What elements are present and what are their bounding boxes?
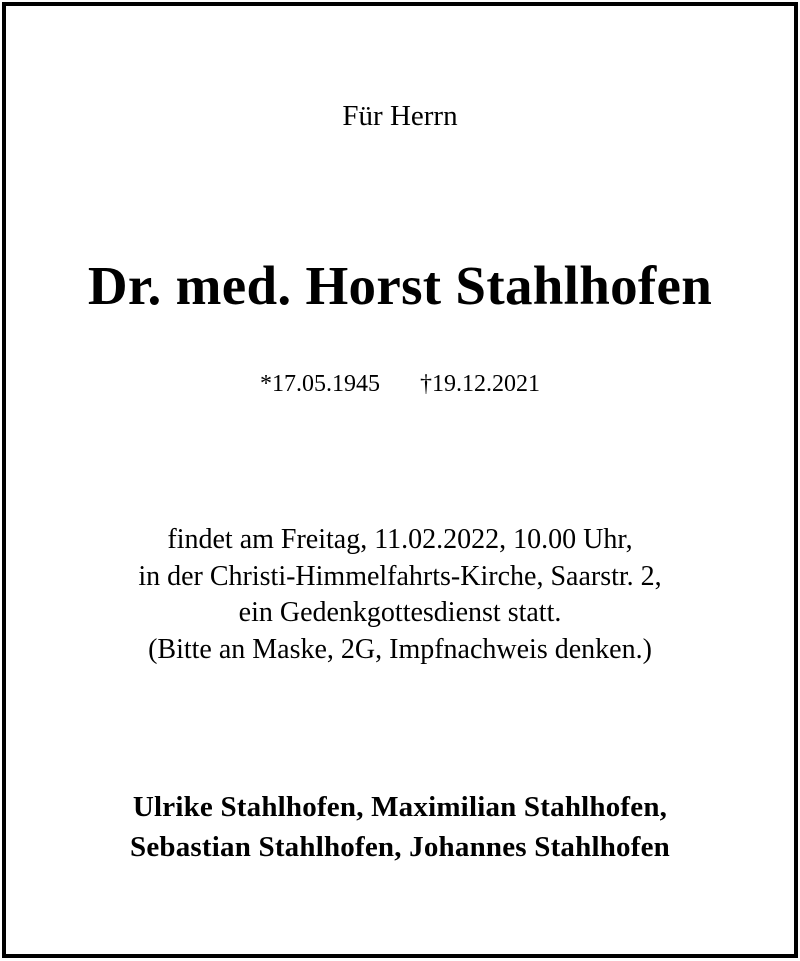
life-dates: [0, 371, 800, 398]
service-announcement: [0, 522, 800, 668]
service-line-date: findet am Freitag, 11.02.2022, 10.00 Uhr,: [167, 524, 633, 555]
service-line-event: ein Gedenkgottesdienst statt.: [238, 597, 562, 628]
service-line-note: (Bitte an Maske, 2G, Impfnachweis denken.): [148, 633, 652, 665]
intro-text: Für Herrn: [342, 100, 458, 132]
family-line-2: Sebastian Stahlhofen, Johannes Stahlhofen: [129, 831, 670, 863]
family-signatures: [0, 787, 800, 867]
family-line-1: Ulrike Stahlhofen, Maximilian Stahlhofen,: [132, 791, 668, 823]
deceased-name: Dr. med. Horst Stahlhofen: [87, 255, 713, 316]
service-line-location: in der Christi-Himmelfahrts-Kirche, Saarstr. 2,: [138, 560, 662, 592]
birth-date: *17.05.1945: [260, 371, 380, 397]
death-date: †19.12.2021: [420, 371, 540, 397]
